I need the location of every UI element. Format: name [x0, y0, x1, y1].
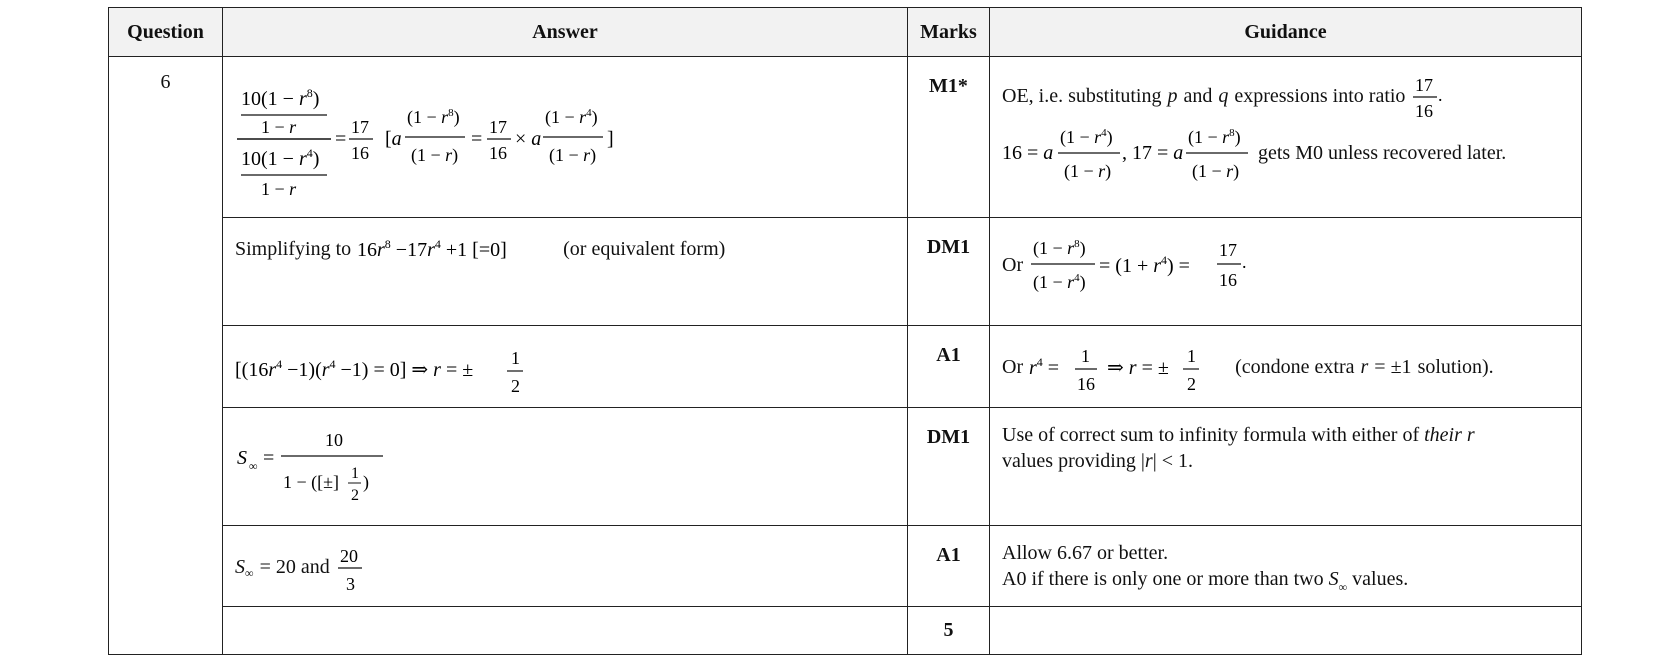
svg-text:2: 2 [351, 487, 359, 505]
svg-text:]: ] [607, 128, 614, 151]
svg-text:(1 − r4): $(1 - r^4)$ [1060, 127, 1113, 148]
svg-text:1: 1 [511, 347, 520, 368]
guidance-cell [990, 218, 1582, 326]
mark-dm1: DM1 [908, 218, 990, 326]
svg-text:17: 17 [1415, 75, 1434, 96]
svg-text:10: 10 [325, 430, 343, 451]
svg-text:× a: × a [515, 128, 542, 151]
svg-text:16: 16 [351, 143, 369, 164]
svg-text:(1 − r8): $(1 - r^8)$ [407, 107, 460, 128]
table-row [109, 526, 1582, 606]
svg-text:=: = [263, 447, 275, 470]
answer-cell-empty [223, 606, 908, 654]
svg-text:17: 17 [1219, 240, 1238, 261]
guidance-or-line: Or $(1 - r^8)$ $(1 - r^4)$ = $(1 + r^4)$ = 17 16 . [1002, 232, 1569, 298]
svg-text:1 − r: 1 − r [261, 179, 297, 200]
answer-math-ratio [235, 71, 655, 201]
svg-text:16r8 −17r4 +1 [=0]: $16r^8 -17r^4 +1$ [=0] [357, 237, 507, 262]
svg-text:10(1 − r4): $10(1 - r^4)$ [241, 146, 320, 171]
guidance-math-roots [1029, 340, 1229, 396]
svg-text:= (1 + r4) =: = $(1 + r^4)$ = [1099, 253, 1191, 278]
header-answer: Answer [223, 8, 908, 57]
guidance-math-ratio [1029, 232, 1259, 298]
mark-total: 5 [908, 606, 990, 654]
svg-text:(1 − r8): $(1 - r^8)$ [1033, 238, 1086, 259]
svg-text:16: 16 [489, 143, 507, 164]
svg-text:1 − r: 1 − r [261, 117, 297, 138]
mark-scheme-table [108, 7, 1582, 655]
svg-text:(1 − r): (1 − r) [1192, 161, 1240, 182]
svg-text:20: 20 [339, 546, 358, 567]
total-row [109, 606, 1582, 654]
svg-text:[(16r4 −1)(r4 −1) = 0] ⇒ r = ±: $[(16r^4 -1)(r^4 -1) = 0]$ ⇒ r = ± [235, 356, 474, 381]
svg-text:=: = [471, 128, 483, 151]
svg-text:=: = [335, 128, 347, 151]
svg-text:.: . [1438, 85, 1443, 106]
fraction-17-16 [1411, 71, 1445, 121]
svg-text:r4 =: $r^4$ = [1029, 354, 1060, 379]
svg-text:1: 1 [351, 465, 359, 483]
svg-text:.: . [1242, 252, 1247, 273]
svg-text:16: 16 [1415, 101, 1434, 122]
answer-cell [223, 57, 908, 218]
guidance-line: values providing |r| < 1. [1002, 450, 1193, 473]
answer-math-quartic [357, 232, 557, 266]
mark-m1-star: M1* [908, 57, 990, 218]
guidance-math-m0 [1002, 121, 1252, 185]
svg-text:(1 − r): (1 − r) [411, 145, 459, 166]
mark-a1: A1 [908, 325, 990, 408]
header-marks: Marks [908, 8, 990, 57]
svg-text:(1 − r4): $(1 - r^4)$ [545, 107, 598, 128]
svg-text:2: 2 [1187, 373, 1197, 394]
svg-text:10(1 − r8): $10(1 - r^8)$ [241, 86, 320, 111]
guidance-cell-empty [990, 606, 1582, 654]
svg-text:1 − ([±]: 1 − ([±] [283, 472, 340, 493]
header-row [109, 8, 1582, 57]
guidance-cell [990, 325, 1582, 408]
svg-text:16 = a: 16 = a [1002, 142, 1054, 165]
table-row [109, 408, 1582, 526]
answer-cell [223, 325, 908, 408]
guidance-cell [990, 408, 1582, 526]
guidance-cell [990, 526, 1582, 606]
svg-text:2: 2 [511, 375, 520, 396]
guidance-line: Use of correct sum to infinity formula with either of their r [1002, 424, 1475, 447]
table-row [109, 325, 1582, 408]
guidance-line: Allow 6.67 or better. [1002, 542, 1169, 565]
svg-text:(1 − r8): $(1 - r^8)$ [1188, 127, 1241, 148]
guidance-m0-line: 16 = a $(1 - r^4)$ (1 − r) , 17 = a $(1 - r^8)$ (1 − r) gets M0 unless recovered later. [1002, 121, 1569, 185]
svg-text:(1 − r): (1 − r) [1064, 161, 1112, 182]
svg-text:1: 1 [1187, 345, 1197, 366]
svg-text:∞: ∞ [249, 459, 258, 474]
svg-text:, 17 = a: , 17 = a [1122, 142, 1184, 165]
guidance-line: A0 if there is only one or more than two $S_\infty$ values. [1002, 568, 1409, 595]
guidance-ratio-line: OE, i.e. substituting p and q expressions into ratio 17 16 . [1002, 71, 1569, 121]
svg-text:1: 1 [1081, 345, 1091, 366]
svg-text:16: 16 [1219, 270, 1238, 291]
answer-cell [223, 526, 908, 606]
svg-text:⇒ r = ±: ⇒ r = ± [1107, 356, 1169, 379]
answer-cell [223, 218, 908, 326]
svg-text:S: S [237, 447, 247, 470]
answer-sum-values: S ∞ = 20 and 20 3 [235, 540, 895, 594]
svg-text:[a: [a [385, 128, 402, 151]
svg-text:3: 3 [345, 574, 355, 595]
question-number: 6 [109, 57, 223, 655]
answer-simplifying: Simplifying to $16r^8 -17r^4 +1$ [=0] (or equivalent form) [235, 232, 895, 266]
answer-math-factorised [235, 340, 555, 400]
guidance-roots-line: Or $r^4$ = 1 16 ⇒ r = ± 1 2 (condone extra r = ±1 solution). [1002, 340, 1569, 396]
answer-math-sum-infinity [235, 422, 435, 512]
svg-text:(1 − r): (1 − r) [549, 145, 597, 166]
mark-a1: A1 [908, 526, 990, 606]
svg-text:): ) [363, 472, 369, 493]
header-question: Question [109, 8, 223, 57]
table-row [109, 218, 1582, 326]
svg-text:17: 17 [489, 117, 507, 138]
answer-cell [223, 408, 908, 526]
guidance-cell [990, 57, 1582, 218]
fraction-20-3 [336, 540, 366, 594]
table-row [109, 57, 1582, 218]
svg-text:17: 17 [351, 117, 369, 138]
svg-text:(1 − r4): $(1 - r^4)$ [1033, 272, 1086, 293]
header-guidance: Guidance [990, 8, 1582, 57]
mark-dm1: DM1 [908, 408, 990, 526]
svg-text:16: 16 [1077, 373, 1096, 394]
